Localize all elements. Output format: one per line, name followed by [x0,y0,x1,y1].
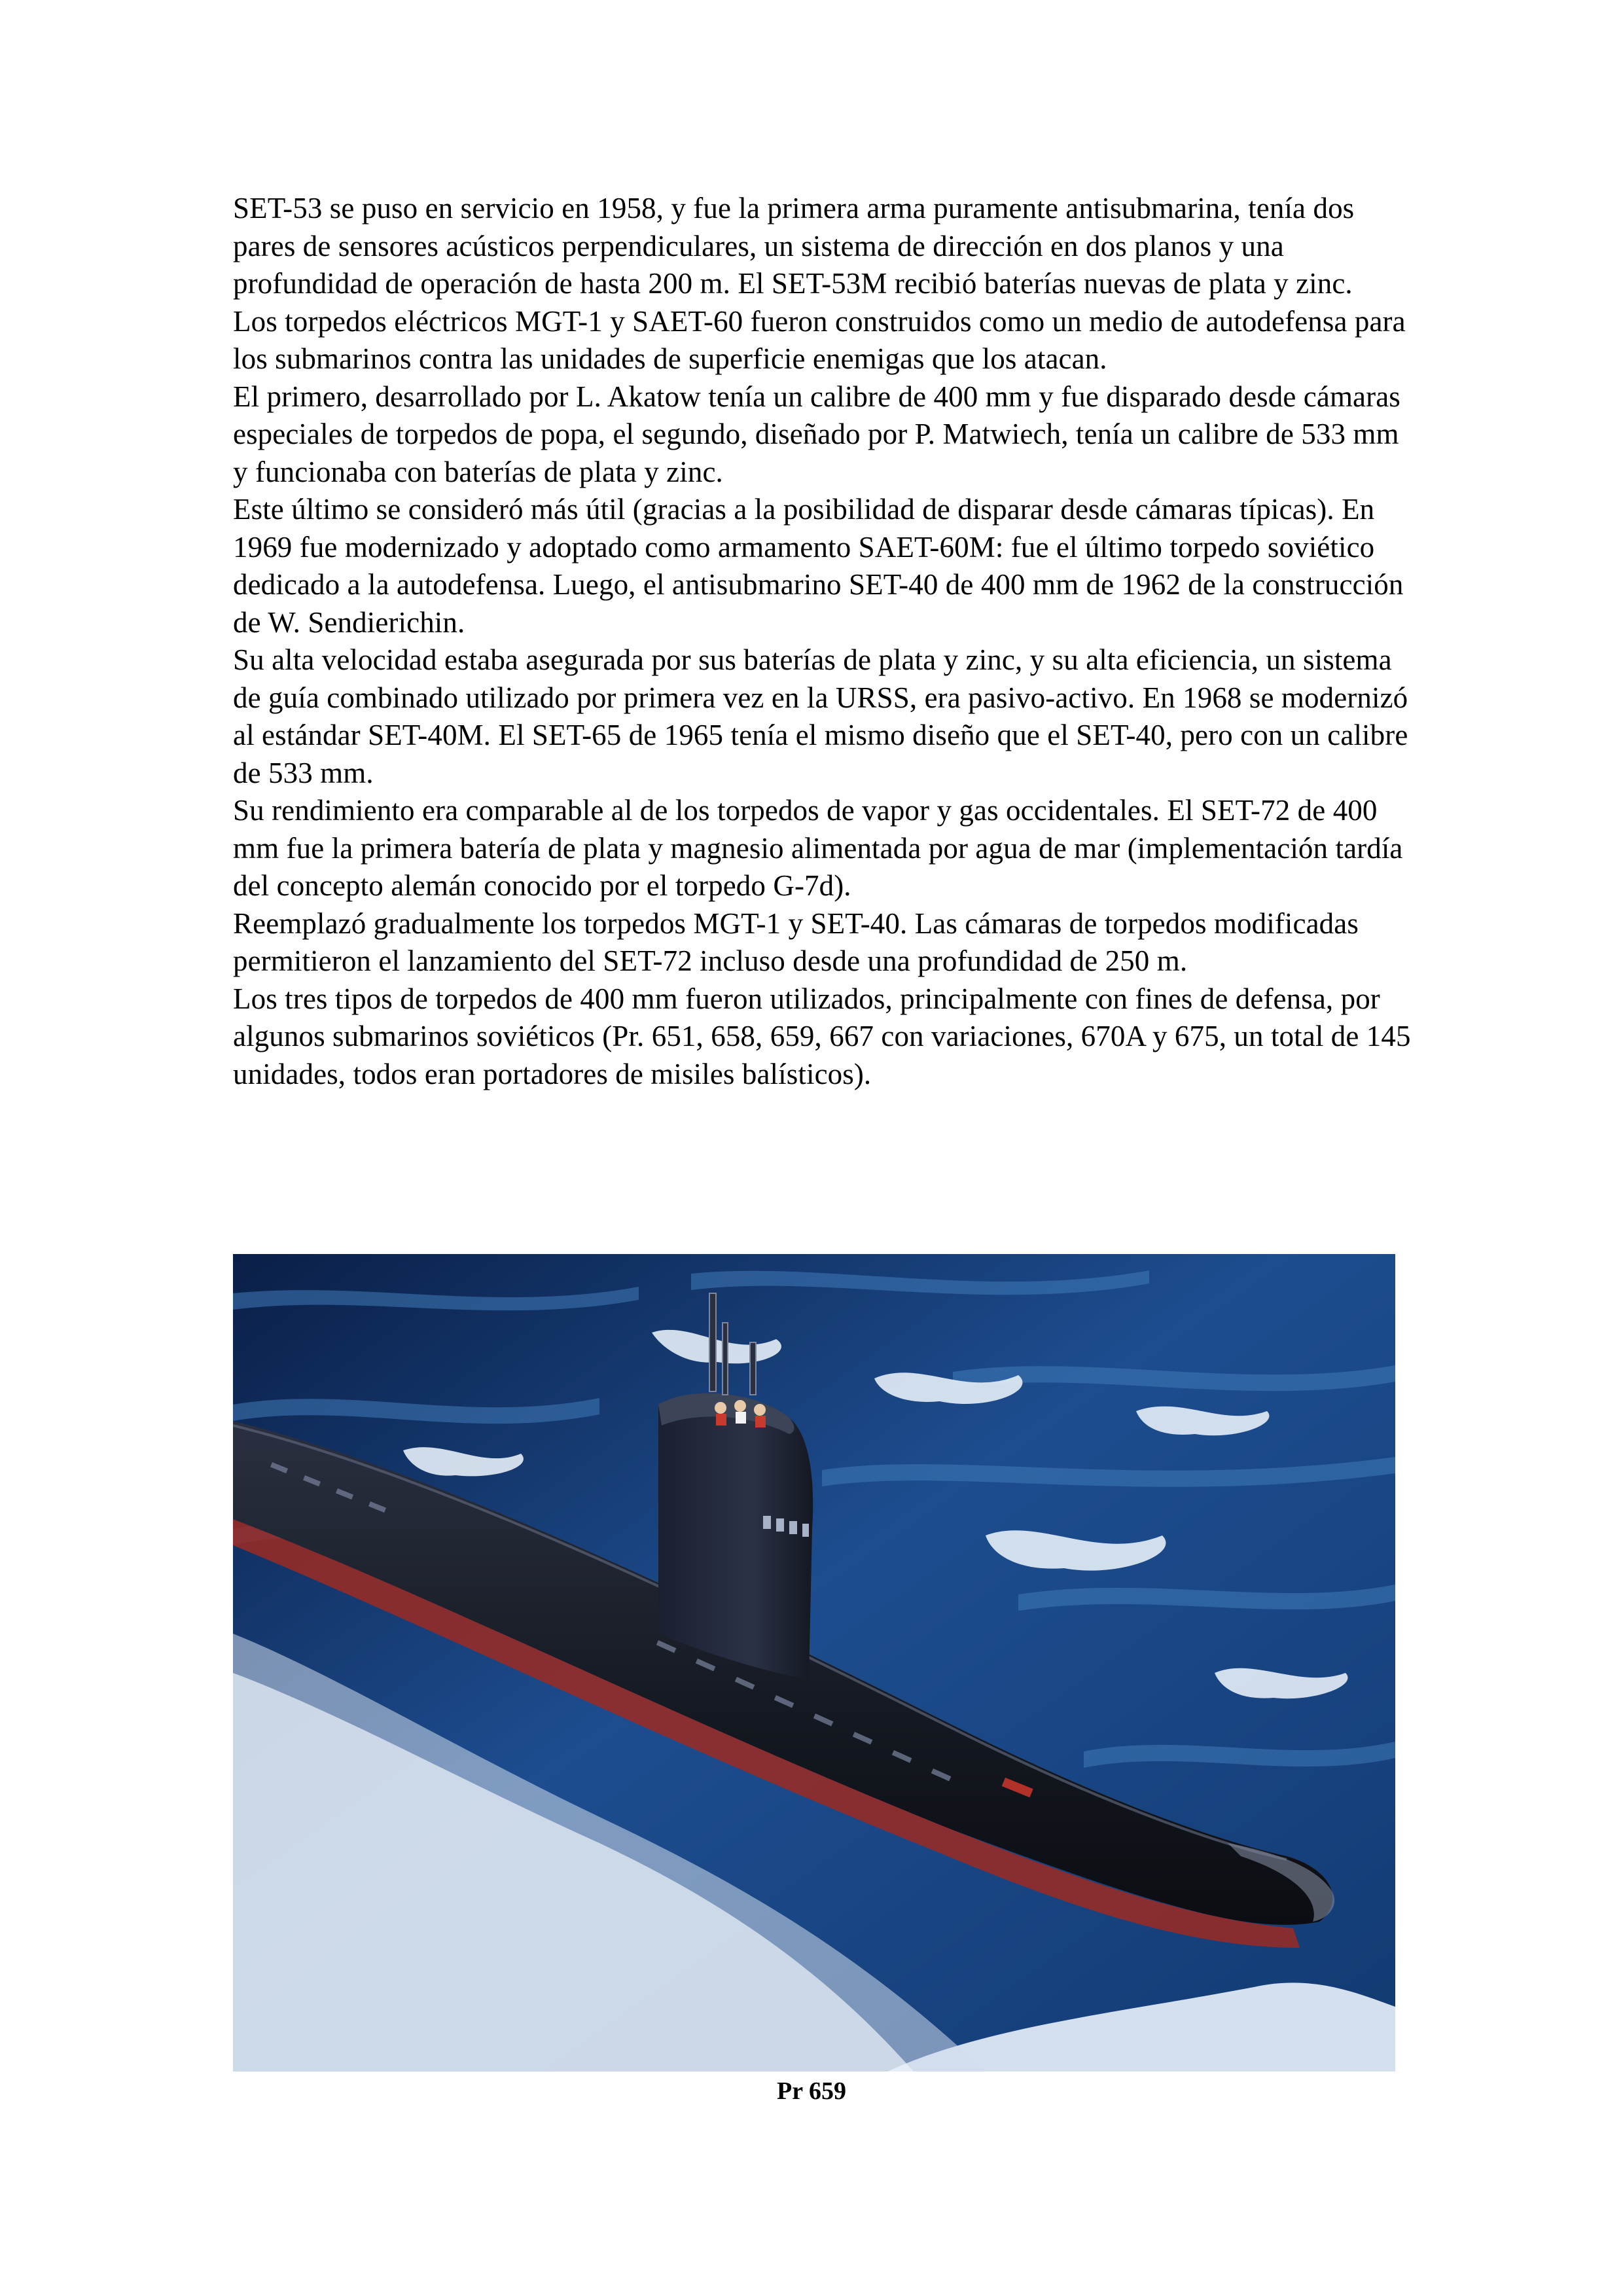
body-text [233,190,1411,1093]
paragraph-2: Los torpedos eléctricos MGT-1 y SAET-60 fueron construidos como un medio de autodefensa para los submarinos contra las unidades de superficie enemigas que los atacan. [233,304,1406,375]
submarine-photo [233,1254,1395,2072]
paragraph-1: SET-53 se puso en servicio en 1958, y fue la primera arma puramente antisubmarina, tenía dos pares de sensores acústicos perpendiculares, un sistema de dirección en dos planos y una profundidad de operación de hasta 200 m. El SET-53M recibió baterías nuevas de plata y zinc. [233,192,1355,300]
submarine-illustration [233,1254,1395,2072]
paragraph-3: El primero, desarrollado por L. Akatow tenía un calibre de 400 mm y fue disparado desde cámaras especiales de torpedos de popa, el segundo, diseñado por P. Matwiech, tenía un calibre de 533 mm y funcionaba con baterías de plata y zinc. [233,380,1400,488]
paragraph-6: Su rendimiento era comparable al de los torpedos de vapor y gas occidentales. El SET-72 de 400 mm fue la primera batería de plata y magnesio alimentada por agua de mar (implementación tardía del concepto alemán conocido por el torpedo G-7d). [233,794,1403,902]
paragraph-4: Este último se consideró más útil (gracias a la posibilidad de disparar desde cámaras típicas). En 1969 fue modernizado y adoptado como armamento SAET-60M: fue el último torpedo soviético dedicado a la autodefensa. Luego, el antisubmarino SET-40 de 400 mm de 1962 de la construcción de W. Sendierichin. [233,493,1404,639]
paragraph-5: Su alta velocidad estaba asegurada por sus baterías de plata y zinc, y su alta eficiencia, un sistema de guía combinado utilizado por primera vez en la URSS, era pasivo-activo. En 1968 se modernizó al estándar SET-40M. El SET-65 de 1965 tenía el mismo diseño que el SET-40, pero con un calibre de 533 mm. [233,643,1408,789]
paragraph-8: Los tres tipos de torpedos de 400 mm fueron utilizados, principalmente con fines de defensa, por algunos submarinos soviéticos (Pr. 651, 658, 659, 667 con variaciones, 670A y 675, un total de 145 unidades, todos eran portadores de misiles balísticos). [233,982,1411,1090]
paragraph-7: Reemplazó gradualmente los torpedos MGT-1 y SET-40. Las cámaras de torpedos modificadas permitieron el lanzamiento del SET-72 incluso desde una profundidad de 250 m. [233,906,1359,977]
conning-tower [658,1393,813,1679]
figure-caption: Pr 659 [777,2077,846,2105]
